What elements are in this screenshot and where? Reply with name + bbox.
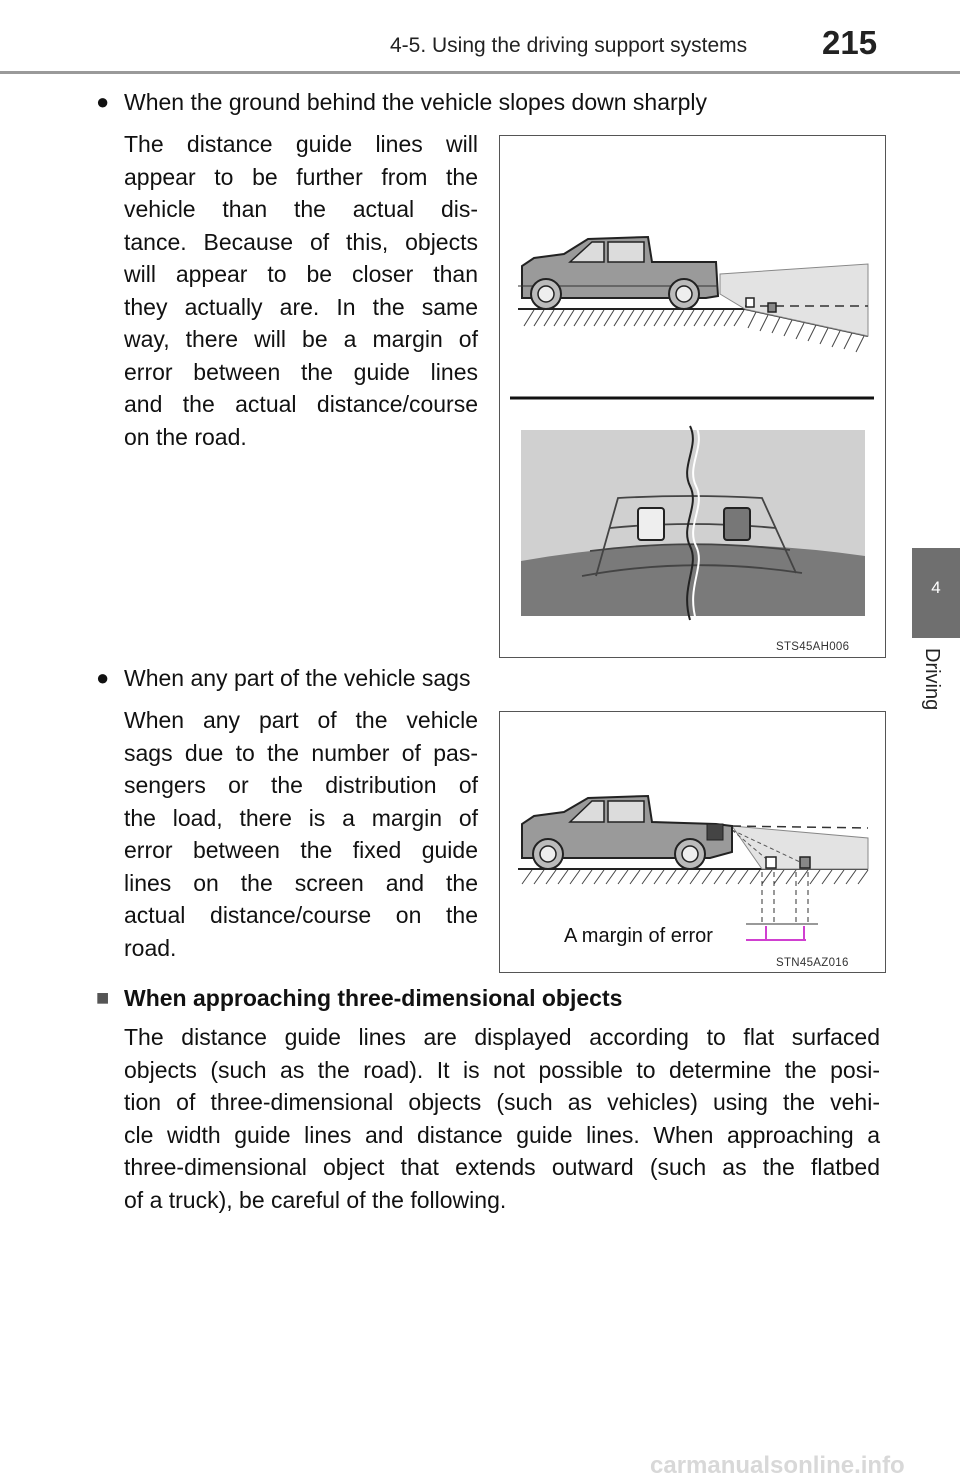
figure-code: STN45AZ016 <box>776 957 849 969</box>
header-rule <box>0 71 960 74</box>
item1-line: appear to be further from the <box>124 163 478 190</box>
item2-line: error between the fixed guide <box>124 837 478 863</box>
section3-line: three-dimensional object that extends outward (such as the flatbed <box>124 1154 880 1180</box>
section3-body <box>124 1021 880 1216</box>
page-number: 215 <box>822 24 878 61</box>
item1-line: way, there will be a margin of <box>124 326 478 352</box>
item1-line: The distance guide lines will <box>124 131 478 157</box>
section-marker-icon: ■ <box>96 985 110 1010</box>
item1-body <box>124 128 478 453</box>
item1-line: error between the guide lines <box>124 358 478 385</box>
watermark: carmanualsonline.info <box>650 1452 905 1479</box>
section3-line: The distance guide lines are displayed according to flat surfaced <box>124 1024 880 1050</box>
item2-line: sengers or the distribution of <box>124 772 478 798</box>
item2-line: the load, there is a margin of <box>124 804 478 831</box>
section3-line: objects (such as the road). It is not possible to determine the posi- <box>124 1056 880 1083</box>
item1-title: When the ground behind the vehicle slopes down sharply <box>124 89 708 115</box>
item1-line: and the actual distance/course <box>124 391 478 417</box>
item2-line: road. <box>124 934 177 961</box>
item2-line: When any part of the vehicle <box>124 707 478 733</box>
slope-illustration <box>500 136 885 657</box>
item1-line: they actually are. In the same <box>124 293 478 320</box>
figure-code: STS45AH006 <box>776 641 850 653</box>
chapter-tab-number: 4 <box>931 578 941 597</box>
item1-line: tance. Because of this, objects <box>124 228 478 255</box>
section3-line: cle width guide lines and distance guide lines. When approaching a <box>124 1121 880 1148</box>
chapter-tab-label: Driving <box>921 648 943 711</box>
bullet-icon: ● <box>96 665 110 690</box>
figure-sag <box>499 711 886 973</box>
item2-line: actual distance/course on the <box>124 902 478 928</box>
section-heading: When approaching three-dimensional objects <box>124 985 623 1011</box>
item2-body <box>124 704 478 964</box>
item1-line: on the road. <box>124 423 247 450</box>
chapter-tab <box>912 548 960 638</box>
item1-line: vehicle than the actual dis- <box>124 196 478 222</box>
section3-line: tion of three-dimensional objects (such as vehicles) using the vehi- <box>124 1089 880 1115</box>
item1-line: will appear to be closer than <box>124 261 478 287</box>
item2-title: When any part of the vehicle sags <box>124 665 471 691</box>
section3-line: of a truck), be careful of the following. <box>124 1186 507 1213</box>
header-section-title: 4-5. Using the driving support systems <box>390 34 748 57</box>
margin-of-error-label: A margin of error <box>564 925 713 947</box>
figure-slope <box>499 135 886 658</box>
bullet-icon: ● <box>96 89 110 114</box>
item2-line: sags due to the number of pas- <box>124 739 478 766</box>
item2-line: lines on the screen and the <box>124 869 478 896</box>
